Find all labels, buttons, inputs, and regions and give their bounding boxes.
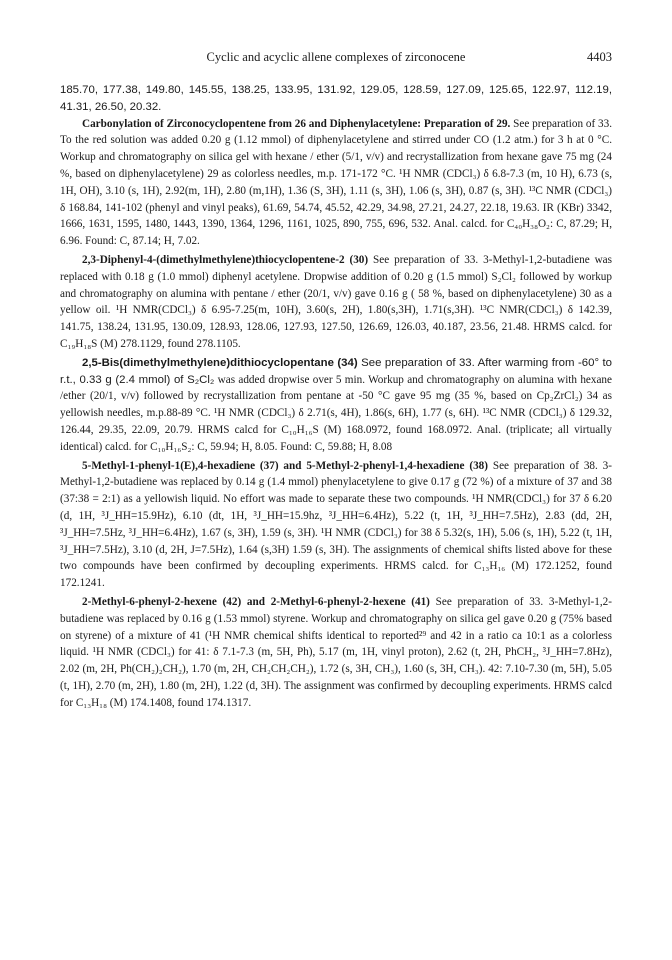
heading-compounds-41-42: 2-Methyl-6-phenyl-2-hexene (42) and 2-Methyl-6-phenyl-2-hexene (41) — [82, 595, 430, 608]
article-body — [60, 82, 612, 711]
paragraph-compounds-37-38 — [60, 458, 612, 592]
text-compound-34-b: was added dropwise over 5 min. Workup and chromatography on alumina with hexane /ether (20/1, v/v) followed by recrystallization from pentane at -50 °C gave 95 mg (35 %, based on Cp₂ZrCl₂) 34 as yellowish needles, m.p.88-89 °C. ¹H NMR (CDCl₃) δ 2.71(s, 4H), 1.86(s, 6H), 1.77 (s, 6H). ¹³C NMR (CDCl₃) δ 129.32, 126.44, 29.35, 22.09, 20.79. HRMS calcd for C₁₀H₁₆S (M) 168.0972, found 168.0972. Anal. (triplicate; all virtually identical) calcd. for C₁₀H₁₆S₂: C, 59.94; H, 8.05. Found: C, 59.88; H, 8.08 — [60, 373, 612, 453]
text-compounds-37-38: See preparation of 38. 3-Methyl-1,2-butadiene was replaced by 0.14 g (1.4 mmol) phenylacetylene to give 0.17 g (72 %) of a mixture of 37 and 38 (37:38 = 2:1) as a yellowish liquid. No effort was made to separate these two compounds. ¹H NMR(CDCl₃) for 37 δ 6.20 (d, 1H, ³J_HH=15.9Hz), 6.10 (dt, 1H, ³J_HH=15.9hz, ³J_HH=6.4Hz), 5.22 (t, 1H, ³J_HH=7.5Hz), 2.83 (dd, 2H, ³J_HH=7.5Hz, ³J_HH=6.4Hz), 1.67 (s, 3H), 1.59 (s, 3H). ¹H NMR (CDCl₃) for 38 δ 5.32(s, 1H), 5.06 (s, 1H), 5.22 (t, 1H, ³J_HH=7.5Hz), 3.10 (d, 2H, J=7.5Hz), 1.64 (s,3H) 1.59 (s, 3H). The assignments of chemical shifts listed above for these two compounds have been confirmed by decoupling experiments. HRMS calcd. for C₁₃H₁₆ (M) 172.1252, found 172.1241. — [60, 459, 613, 590]
paragraph-compound-29 — [60, 116, 612, 250]
page — [60, 50, 612, 711]
paragraph-c13-continuation: 185.70, 177.38, 149.80, 145.55, 138.25, 133.95, 131.92, 129.05, 128.59, 127.09, 125.65, 122.97, 112.19, 41.31, 26.50, 20.32. — [60, 84, 612, 113]
paragraph-compound-34 — [60, 355, 612, 456]
heading-compound-29: Carbonylation of Zirconocyclopentene from 26 and Diphenylacetylene: Preparation of 29. — [82, 117, 511, 130]
heading-compound-34: 2,5-Bis(dimethylmethylene)dithiocyclopentane (34) — [82, 356, 358, 369]
heading-compound-30: 2,3-Diphenyl-4-(dimethylmethylene)thiocyclopentene-2 (30) — [82, 253, 369, 266]
heading-compounds-37-38: 5-Methyl-1-phenyl-1(E),4-hexadiene (37) and 5-Methyl-2-phenyl-1,4-hexadiene (38) — [82, 459, 488, 472]
text-compounds-41-42: See preparation of 33. 3-Methyl-1,2-butadiene was replaced by 0.16 g (1.53 mmol) styrene. Workup and chromatography on silica gel gave 0.20 g (75% based on styrene) of a mixture of 41 (¹H NMR chemical shifts identical to reported²⁹ and 42 in a ratio ca 10:1 as a colorless liquid. ¹H NMR (CDCl₃) for 41: δ 7.1-7.3 (m, 5H, Ph), 5.17 (m, 1H, vinyl proton), 2.62 (t, 2H, PhCH₂, ³J_HH=7.8Hz), 2.02 (m, 2H, Ph(CH₂)₂CH₂), 1.70 (m, 2H, CH₂CH₂CH₂), 1.72 (s, 3H, CH₃), 1.60 (s, 3H, CH₃). 42: 7.10-7.30 (m, 5H), 5.05 (t, 1H), 2.70 (m, 2H), 1.80 (m, 2H), 1.22 (d, 3H). The assignment was confirmed by decoupling experiments. HRMS calcd for C₁₃H₁₈ (M) 174.1408, found 174.1317. — [60, 595, 612, 709]
text-compound-29: See preparation of 33. To the red solution was added 0.20 g (1.12 mmol) of diphenylacetylene and stirred under CO (1.2 atm.) for 3 h at 0 °C. Workup and chromatography on silica gel with hexane / ether (5/1, v/v) and recrystallization from hexane gave 75 mg (24 %, based on diphenylacetylene) 29 as colorless needles, m.p. 171-172 °C. ¹H NMR (CDCl₃) δ 6.8-7.3 (m, 10 H), 6.73 (s, 1H, OH), 3.10 (s, 1H), 2.92(m, 1H), 2.80 (m,1H), 1.36 (S, 3H), 1.11 (s, 3H), 1.06 (s, 3H), 0.87 (s, 3H). ¹³C NMR (CDCl₃) δ 168.84, 141-102 (phenyl and vinyl peaks), 61.69, 54.74, 45.52, 42.29, 34.98, 27.21, 24.27, 22.18, 19.63. IR (KBr) 3342, 1666, 1631, 1595, 1480, 1443, 1390, 1364, 1296, 1161, 1025, 890, 755, 696, 532. Anal. calcd. for C₄₀H₃₈O₂: C, 87.29; H, 6.96. Found: C, 87.14; H, 7.02. — [60, 117, 612, 248]
text-compound-34-a: See preparation of 33. After warming from -60° to r.t., 0.33 g (2.4 mmol) of S₂Cl₂ — [60, 356, 612, 386]
running-title: Cyclic and acyclic allene complexes of zirconocene — [206, 50, 466, 64]
page-number: 4403 — [587, 50, 612, 64]
paragraph-compounds-41-42 — [60, 594, 612, 712]
text-compound-30: See preparation of 33. 3-Methyl-1,2-butadiene was replaced with 0.18 g (1.0 mmol) diphenyl acetylene. Dropwise addition of 0.20 g (1.5 mmol) S₂Cl₂ followed by workup and chromatography on alumina with pentane / ether (20/1, v/v) gave 0.16 g ( 58 %, based on diphenylacetylene) 30 as a yellow oil. ¹H NMR(CDCl₃) δ 6.95-7.25(m, 10H), 3.60(s, 2H), 1.80(s,3H), 1.71(s,3H). ¹³C NMR(CDCl₃) δ 142.39, 141.75, 138.24, 131.95, 130.09, 128.93, 128.06, 127.93, 127.50, 126.69, 126.03, 40.187, 23.56, 21.48. HRMS calcd. for C₁₉H₁₈S (M) 278.1129, found 278.1105. — [60, 253, 612, 350]
paragraph-compound-30 — [60, 252, 612, 353]
running-header — [60, 50, 612, 70]
